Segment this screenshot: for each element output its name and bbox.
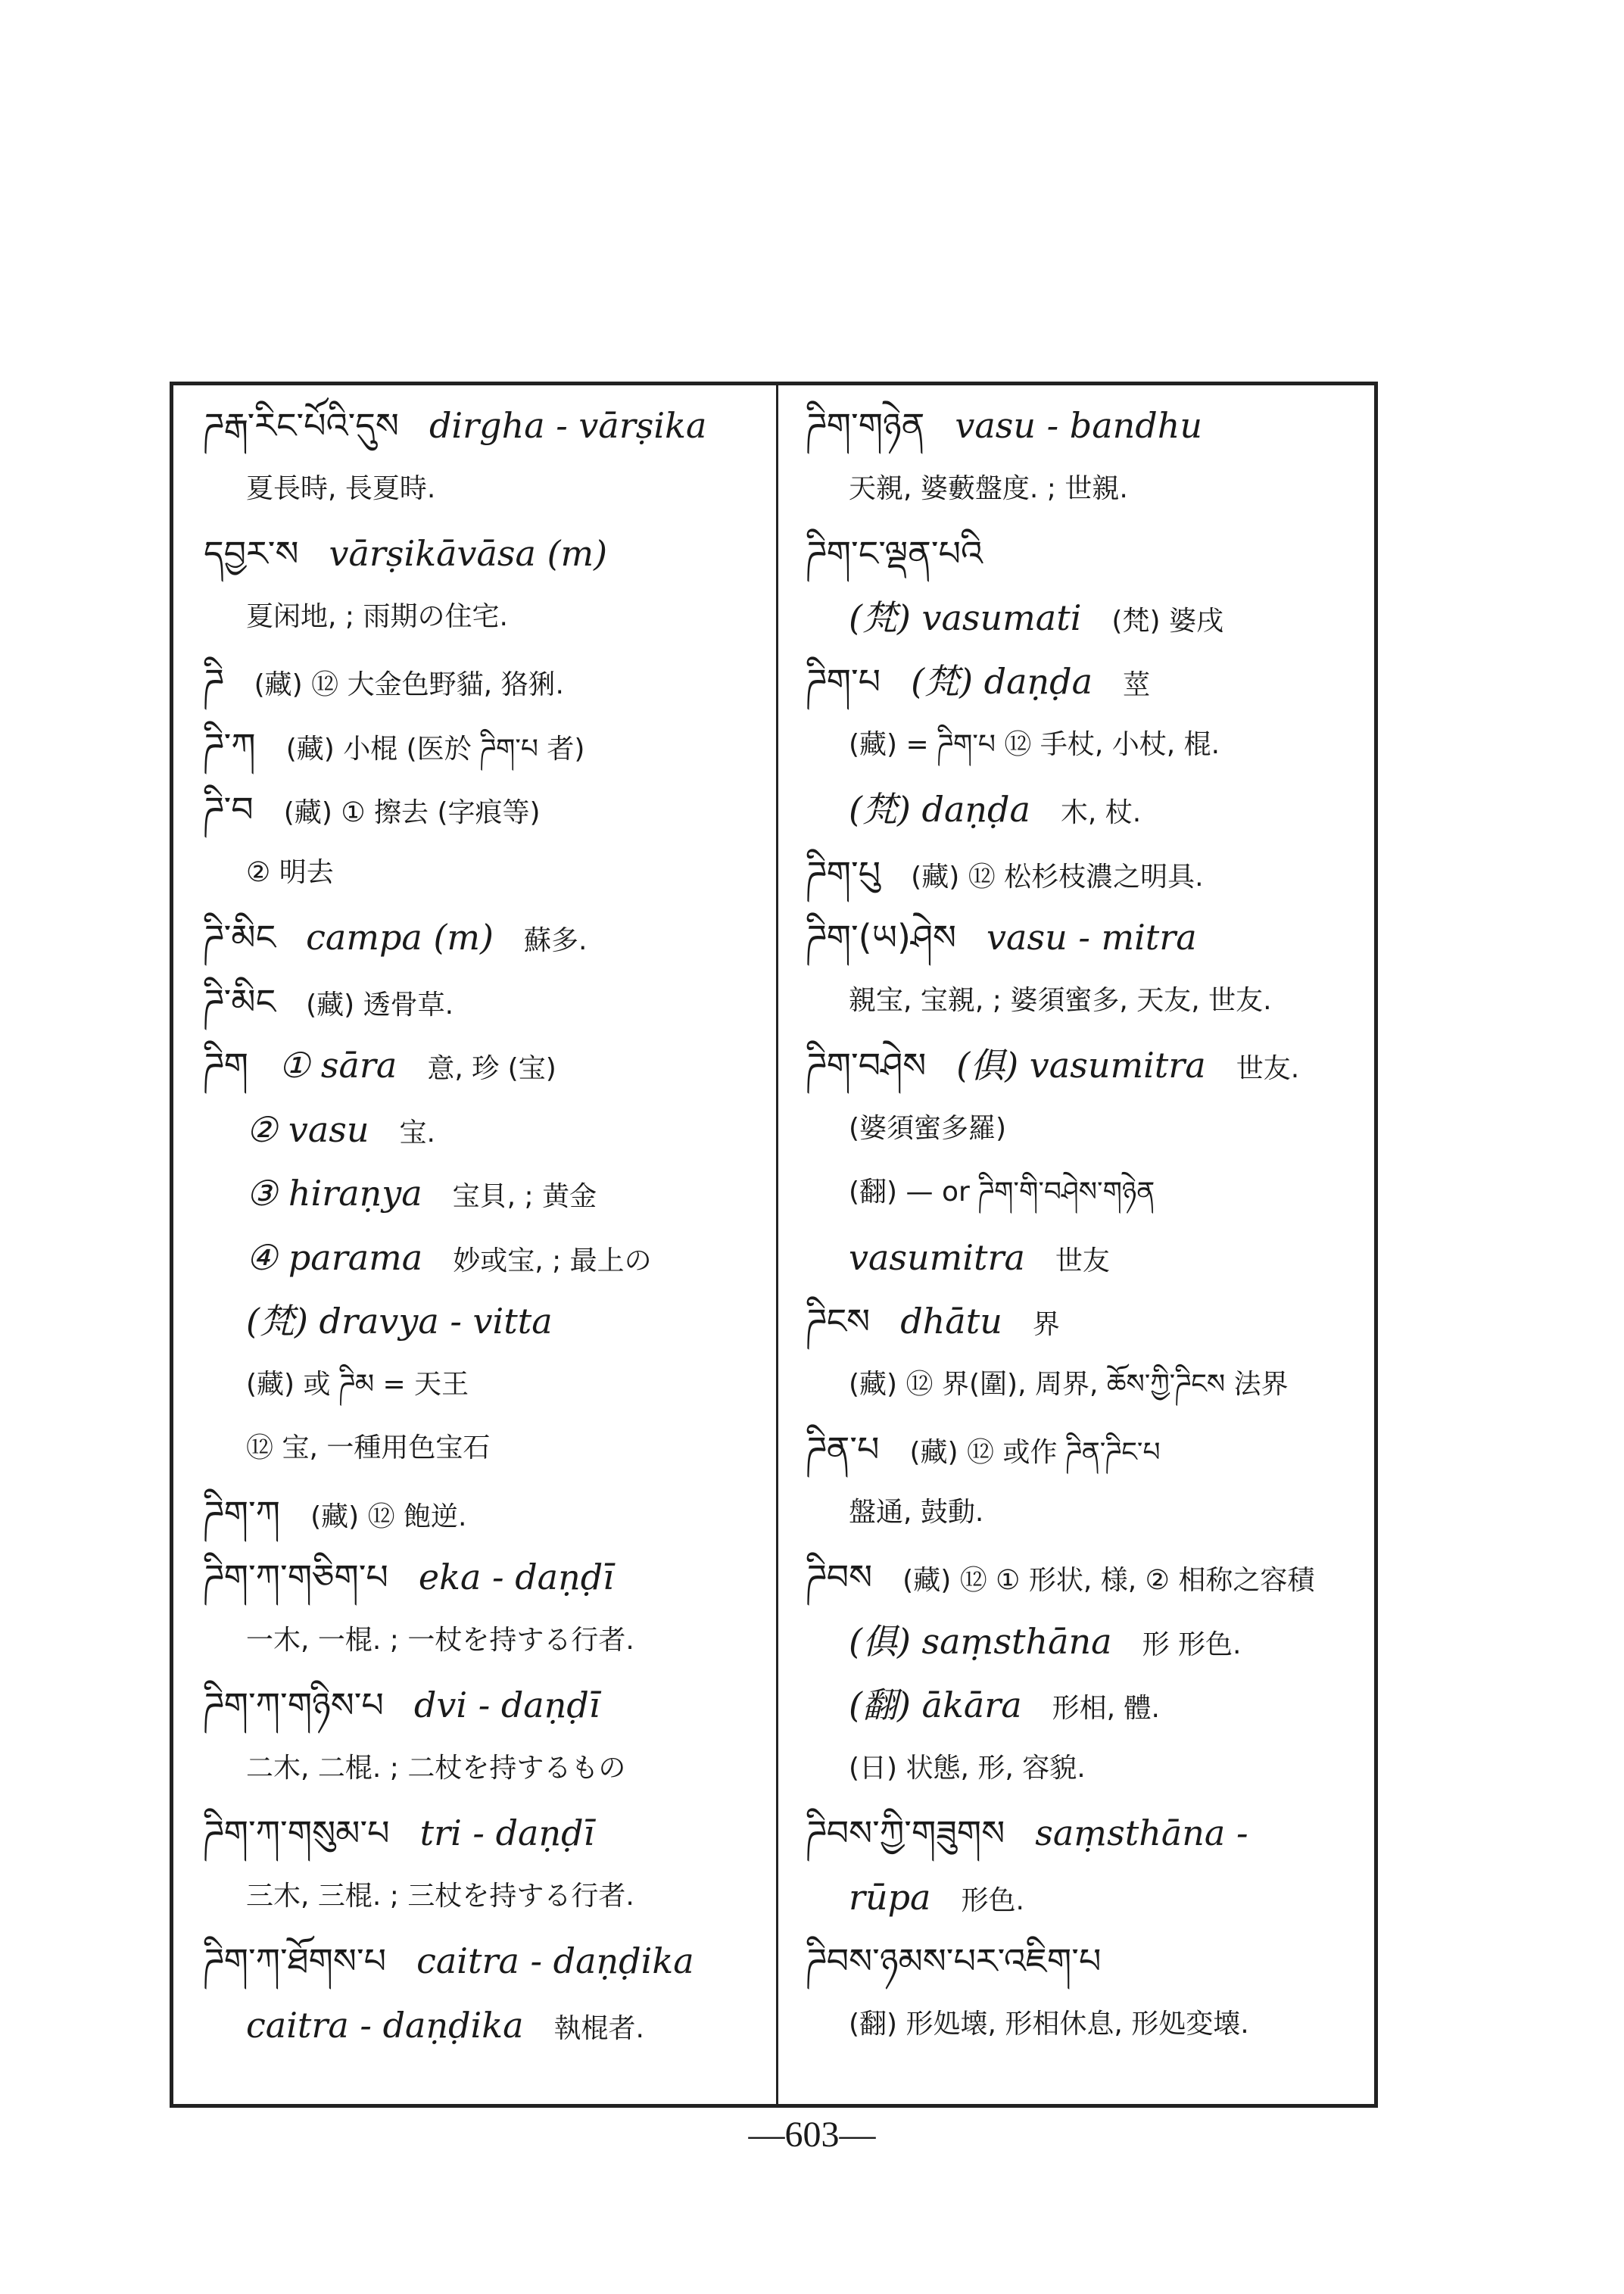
- sanskrit-term: dirgha - vārṣika: [429, 405, 707, 446]
- gloss-text: 莖: [1123, 669, 1151, 700]
- sanskrit-term: tri - daṇḍī: [419, 1812, 595, 1853]
- dictionary-line: [849, 1876, 1055, 1918]
- sanskrit-term: dhātu: [900, 1301, 1002, 1342]
- tibetan-headword: ཌིག་ཀ་ཐོགས་པ: [204, 1940, 387, 1981]
- gloss-text: 一木, 一棍. ; 一杖を持する行者.: [246, 1624, 634, 1656]
- dictionary-line: [849, 472, 1158, 503]
- tibetan-headword: ཌི་ཀ: [204, 725, 256, 766]
- tibetan-headword: ཌིག་ཀ་གཅིག་པ: [204, 1557, 388, 1597]
- gloss-text: 世友.: [1236, 1053, 1300, 1084]
- page-number: —603—: [748, 2115, 876, 2155]
- tibetan-headword: ཌིག་ཀ: [204, 1492, 281, 1534]
- dictionary-line: [849, 1176, 1185, 1206]
- tibetan-headword: ཌིངས: [806, 1301, 871, 1342]
- tibetan-headword: ཌརྒ་རིང་པོའི་དུས: [204, 405, 399, 446]
- gloss-text: 蘇多.: [523, 925, 588, 956]
- dictionary-line: [806, 852, 1234, 894]
- gloss-text: 世友: [1055, 1245, 1110, 1276]
- tibetan-headword: ཌི་མིང: [204, 980, 276, 1022]
- dictionary-line: [204, 661, 594, 702]
- dictionary-line: [204, 1812, 625, 1853]
- gloss-text: 執棍者.: [553, 2012, 644, 2044]
- gloss-text: 二木, 二棍. ; 二杖を持するもの: [246, 1752, 626, 1784]
- dictionary-line: [849, 728, 1250, 759]
- dictionary-line: [204, 1492, 497, 1534]
- sanskrit-term: dvi - daṇḍī: [413, 1685, 600, 1725]
- gloss-text: 宝.: [399, 1117, 435, 1149]
- dictionary-line: [849, 789, 1171, 830]
- gloss-text: ⑫ 宝, 一種用色宝石: [246, 1432, 491, 1463]
- gloss-text: (藏) 小棍 (医於 ཌིག་པ 者): [285, 733, 585, 765]
- gloss-text: 宝貝, ; 黄金: [452, 1181, 597, 1212]
- dictionary-line: [246, 1432, 520, 1462]
- gloss-text: 意, 珍 (宝): [427, 1053, 556, 1084]
- tibetan-headword: ཌིག་(ཡ)ཤེས: [806, 917, 957, 958]
- dictionary-line: [849, 1752, 1116, 1782]
- sanskrit-term: ② vasu: [246, 1108, 369, 1150]
- gloss-text: ② 明去: [246, 856, 334, 888]
- gloss-text: (藏) ⑫ ① 形状, 様, ② 相称之容積: [902, 1565, 1315, 1596]
- gloss-text: (梵) 婆戌: [1111, 605, 1223, 637]
- dictionary-line: [246, 1368, 499, 1398]
- dictionary-line: [806, 1812, 1278, 1853]
- tibetan-headword: དབྱར་ས: [204, 533, 299, 574]
- dictionary-line: [849, 1236, 1140, 1278]
- gloss-text: (藏) ① 擦去 (字痕等): [283, 797, 541, 828]
- sanskrit-term: rūpa: [849, 1876, 931, 1918]
- dictionary-line: [246, 472, 466, 503]
- tibetan-headword: ཌི་བ: [204, 789, 254, 830]
- dictionary-line: [246, 1236, 682, 1278]
- dictionary-line: [806, 1429, 1191, 1470]
- dictionary-line: [246, 1301, 583, 1342]
- gloss-text: (翻) 形処壊, 形相休息, 形処変壊.: [849, 2008, 1249, 2040]
- tibetan-headword: ཌི་མིང: [204, 917, 276, 958]
- sanskrit-term: vārṣikāvāsa (m): [329, 533, 608, 574]
- sanskrit-term: ③ hiraṇya: [246, 1173, 422, 1214]
- gloss-text: (婆須蜜多羅): [849, 1112, 1007, 1144]
- tibetan-headword: ཌིག་ཀ་གཉིས་པ: [204, 1685, 384, 1725]
- dictionary-line: [806, 917, 1227, 958]
- dictionary-line: [246, 1880, 665, 1910]
- dictionary-line: [204, 980, 484, 1022]
- gloss-text: 形相, 體.: [1052, 1693, 1160, 1724]
- dictionary-line: [204, 1685, 631, 1725]
- dictionary-line: [849, 1112, 1036, 1142]
- dictionary-frame: [170, 382, 1378, 2108]
- gloss-text: 形 形色.: [1142, 1629, 1242, 1660]
- dictionary-line: [806, 1557, 1345, 1597]
- gloss-text: 三木, 三棍. ; 三杖を持する行者.: [246, 1880, 634, 1912]
- dictionary-line: [246, 856, 364, 887]
- dictionary-line: [246, 600, 538, 631]
- dictionary-line: [204, 533, 637, 574]
- gloss-text: 親宝, 宝親, ; 婆須蜜多, 天友, 世友.: [849, 984, 1272, 1016]
- sanskrit-term: (梵) daṇḍa: [849, 789, 1030, 830]
- dictionary-line: [849, 1368, 1319, 1398]
- gloss-text: (藏) ⑫ 界(圍), 周界, ཆོས་ཀྱི་ཌིངས 法界: [849, 1368, 1289, 1400]
- sanskrit-term: (俱) vasumitra: [956, 1045, 1206, 1086]
- sanskrit-term: vasu - bandhu: [955, 405, 1202, 446]
- dictionary-line: [204, 1940, 725, 1981]
- sanskrit-term: caitra - daṇḍika: [246, 2004, 524, 2046]
- gloss-text: (藏) ⑫ 飽逆.: [310, 1501, 467, 1532]
- sanskrit-term: saṃsthāna -: [1035, 1812, 1248, 1853]
- dictionary-line: [204, 725, 615, 766]
- tibetan-headword: ཌིབས: [806, 1557, 873, 1597]
- sanskrit-term: (梵) vasumati: [849, 597, 1082, 638]
- tibetan-headword: ཌིབས་ཀྱི་གཟུགས: [806, 1812, 1005, 1853]
- column-divider: [776, 385, 778, 2104]
- sanskrit-term: vasumitra: [849, 1236, 1025, 1278]
- sanskrit-term: caitra - daṇḍika: [416, 1940, 694, 1981]
- dictionary-line: [849, 1496, 1014, 1526]
- sanskrit-term: campa (m): [306, 917, 494, 958]
- dictionary-line: [806, 661, 1180, 702]
- gloss-text: 形色.: [961, 1884, 1024, 1916]
- gloss-text: 天親, 婆藪盤度. ; 世親.: [849, 472, 1128, 504]
- gloss-text: (藏) 透骨草.: [306, 989, 454, 1021]
- gloss-text: (藏) ⑫ 松杉枝濃之明具.: [911, 861, 1204, 893]
- dictionary-line: [849, 984, 1302, 1015]
- dictionary-line: [849, 1620, 1271, 1662]
- tibetan-headword: ཌིག་བཤེས: [806, 1045, 927, 1086]
- dictionary-line: [204, 1557, 644, 1597]
- dictionary-line: [204, 405, 737, 446]
- dictionary-line: [806, 1045, 1329, 1086]
- dictionary-line: [204, 1045, 587, 1086]
- tibetan-headword: ཌིབས་ཉམས་པར་འཇིག་པ: [806, 1940, 1102, 1981]
- sanskrit-term: ④ parama: [246, 1236, 423, 1278]
- dictionary-line: [806, 1940, 1131, 1981]
- sanskrit-term: (翻) ākāra: [849, 1685, 1022, 1725]
- dictionary-line: [246, 1108, 466, 1150]
- sanskrit-term: (俱) saṃsthāna: [849, 1620, 1112, 1662]
- tibetan-headword: ཌིག་གཉེན: [806, 405, 925, 446]
- sanskrit-term: vasu - mitra: [987, 917, 1197, 958]
- tibetan-headword: ཌིག་པ: [806, 661, 881, 702]
- dictionary-line: [246, 1173, 627, 1214]
- gloss-text: (藏) 或 ཌིམ = 天王: [246, 1368, 469, 1400]
- sanskrit-term: (梵) dravya - vitta: [246, 1301, 553, 1342]
- dictionary-line: [204, 789, 571, 830]
- dictionary-line: [246, 2004, 675, 2046]
- gloss-text: 盤通, 鼓動.: [849, 1496, 984, 1528]
- dictionary-line: [806, 533, 1013, 574]
- tibetan-headword: ཌིག་ང་ལྡན་པའི: [806, 533, 983, 574]
- gloss-text: (藏) ⑫ 大金色野貓, 狢猁.: [254, 669, 564, 700]
- dictionary-line: [204, 917, 617, 958]
- tibetan-headword: ཌིག་ཀ་གསུམ་པ: [204, 1812, 390, 1853]
- dictionary-line: [246, 1624, 665, 1654]
- gloss-text: 界: [1032, 1309, 1060, 1340]
- tibetan-headword: ཌིག: [204, 1045, 249, 1086]
- gloss-text: 夏闲地, ; 雨期の住宅.: [246, 600, 508, 632]
- tibetan-headword: ཌི: [204, 661, 224, 702]
- gloss-text: (日) 状態, 形, 容貌.: [849, 1752, 1086, 1784]
- dictionary-line: [849, 1685, 1190, 1725]
- gloss-text: 木, 杖.: [1060, 797, 1142, 828]
- sanskrit-term: eka - daṇḍī: [418, 1557, 614, 1597]
- dictionary-line: [849, 597, 1254, 638]
- gloss-text: (藏) = ཌིག་པ ⑫ 手杖, 小杖, 棍.: [849, 728, 1220, 760]
- dictionary-line: [849, 2008, 1280, 2038]
- sanskrit-term: ① sāra: [279, 1045, 397, 1086]
- gloss-text: 夏長時, 長夏時.: [246, 472, 436, 504]
- dictionary-line: [806, 405, 1233, 446]
- tibetan-headword: ཌིན་པ: [806, 1429, 880, 1470]
- dictionary-line: [246, 1752, 656, 1782]
- gloss-text: (藏) ⑫ 或作 ཌིན་ཌིང་པ: [909, 1437, 1161, 1468]
- sanskrit-term: (梵) daṇḍa: [911, 661, 1093, 702]
- gloss-text: 妙或宝, ; 最上の: [453, 1245, 652, 1276]
- dictionary-line: [806, 1301, 1090, 1342]
- tibetan-headword: ཌིག་པུ: [806, 852, 881, 894]
- gloss-text: (翻) — or ཌིག་གི་བཤེས་གཉེན: [849, 1177, 1155, 1208]
